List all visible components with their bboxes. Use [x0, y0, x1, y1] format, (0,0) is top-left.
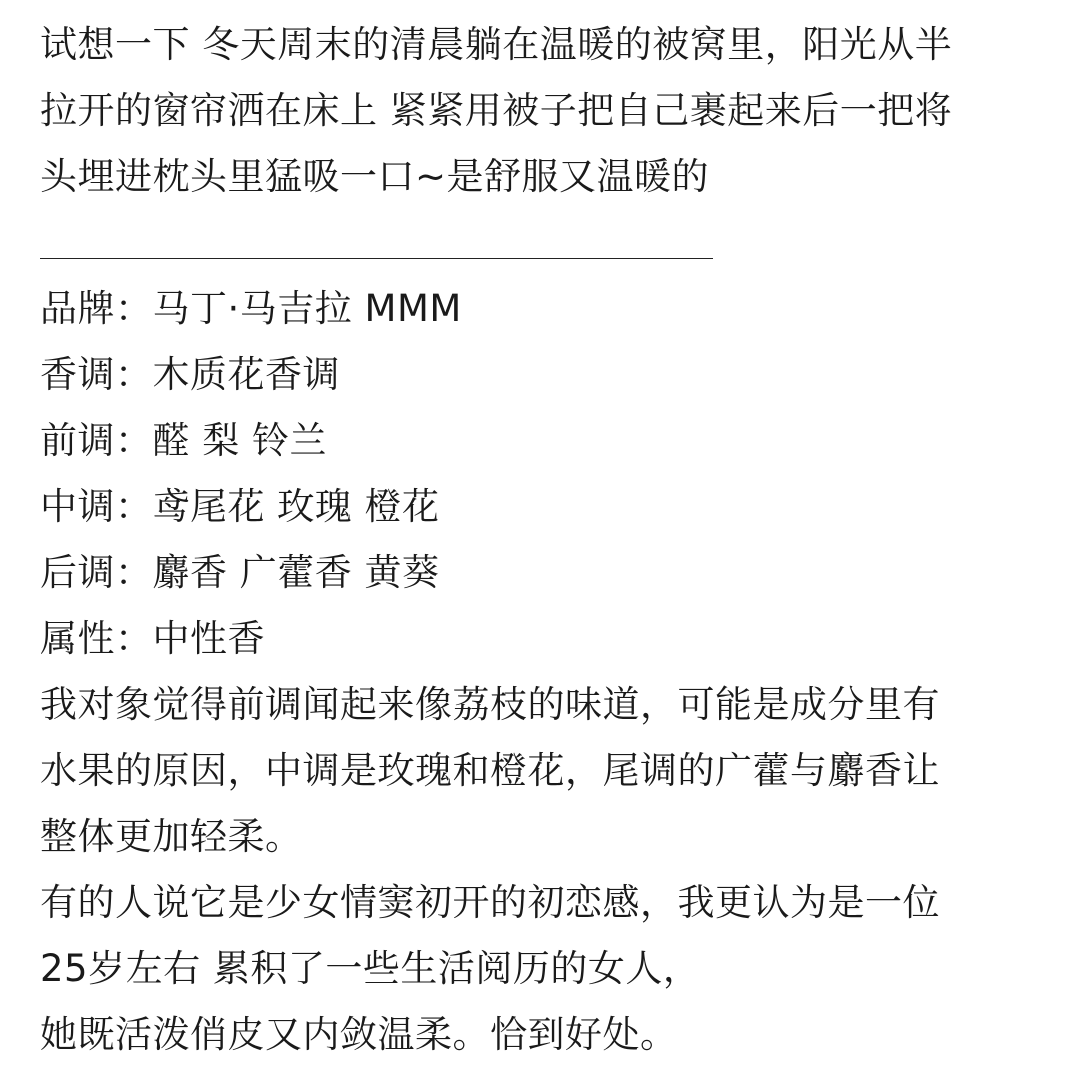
intro-line: 头埋进枕头里猛吸一口~是舒服又温暖的 [40, 155, 710, 198]
detail-brand: 品牌：马丁·马吉拉 MMM [40, 287, 462, 330]
detail-base-notes: 后调：麝香 广藿香 黄葵 [40, 551, 440, 594]
section-divider [40, 210, 1050, 276]
review-line: 她既活泼俏皮又内敛温柔。恰到好处。 [40, 1013, 678, 1056]
detail-middle-notes: 中调：鸢尾花 玫瑰 橙花 [40, 485, 440, 528]
post-text-body [40, 12, 1050, 1068]
review-line: 25岁左右 累积了一些生活阅历的女人， [40, 947, 701, 990]
divider-line [40, 258, 713, 259]
review-line: 整体更加轻柔。 [40, 815, 303, 858]
intro-line: 拉开的窗帘洒在床上 紧紧用被子把自己裹起来后一把将 [40, 89, 953, 132]
review-line: 我对象觉得前调闻起来像荔枝的味道，可能是成分里有 [40, 683, 940, 726]
review-line: 水果的原因，中调是玫瑰和橙花，尾调的广藿与麝香让 [40, 749, 940, 792]
detail-gender: 属性：中性香 [40, 617, 265, 660]
detail-top-notes: 前调：醛 梨 铃兰 [40, 419, 328, 462]
detail-scent-family: 香调：木质花香调 [40, 353, 340, 396]
review-line: 有的人说它是少女情窦初开的初恋感，我更认为是一位 [40, 881, 940, 924]
intro-line: 试想一下 冬天周末的清晨躺在温暖的被窝里，阳光从半 [40, 23, 953, 66]
